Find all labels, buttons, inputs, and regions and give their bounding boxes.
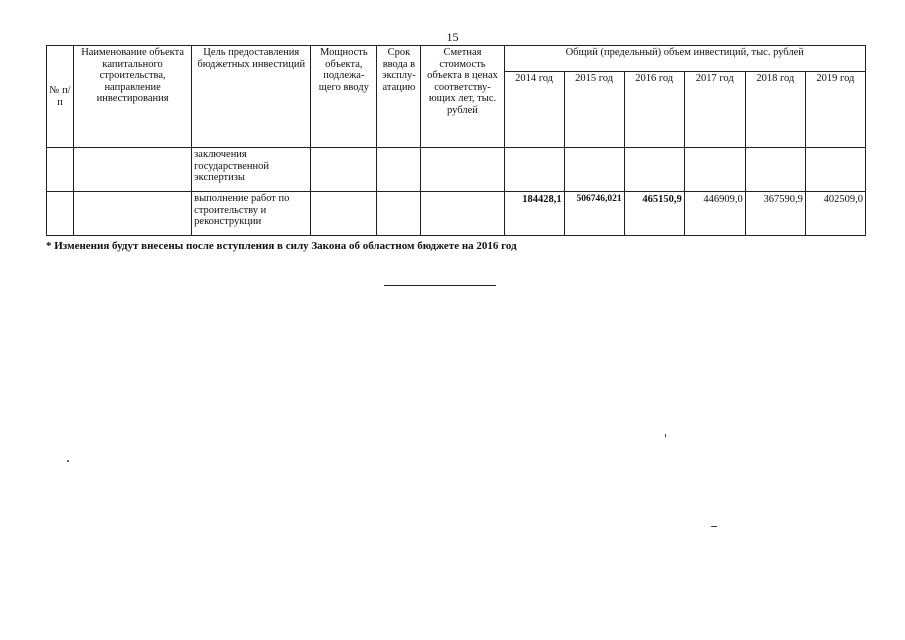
header-object-name: Наименование объекта капитального строительства, направление инвестирования [74,46,192,148]
cell-term [377,192,421,236]
investment-table [46,45,866,236]
header-number: № п/п [47,46,74,148]
header-term: Срок ввода в эксплу-атацию [377,46,421,148]
cell-value [805,148,865,192]
cell-value: 446909,0 [684,192,745,236]
scan-speck [67,460,69,462]
cell-value: 465150,9 [624,192,684,236]
cell-value [504,148,564,192]
cell-value: 184428,1 [504,192,564,236]
cell-value [624,148,684,192]
cell-value [745,148,805,192]
cell-value [564,148,624,192]
table-row [47,192,866,236]
header-year: 2014 год [504,72,564,148]
cell-object-name [74,192,192,236]
cell-number [47,192,74,236]
cell-value [684,148,745,192]
table-row [47,148,866,192]
header-year: 2017 год [684,72,745,148]
cell-capacity [311,148,377,192]
header-capacity: Мощность объекта, подлежа-щего вводу [311,46,377,148]
cell-purpose: выполнение работ по строительству и реконструкции [192,192,311,236]
cell-number [47,148,74,192]
scan-speck [711,526,717,527]
footer-divider [384,285,496,286]
header-purpose: Цель предоставления бюджетных инвестиций [192,46,311,148]
cell-purpose: заключения государственной экспертизы [192,148,311,192]
cell-object-name [74,148,192,192]
scan-speck [665,434,666,437]
header-year: 2019 год [805,72,865,148]
footnote: * Изменения будут внесены после вступления в силу Закона об областном бюджете на 2016 год [46,240,517,252]
cell-value: 367590,9 [745,192,805,236]
page-number: 15 [446,30,459,44]
cell-value: 506746,021 [564,192,624,236]
cell-capacity [311,192,377,236]
header-year: 2018 год [745,72,805,148]
header-year: 2016 год [624,72,684,148]
cell-cost [421,148,504,192]
cell-term [377,148,421,192]
cell-cost [421,192,504,236]
cell-value: 402509,0 [805,192,865,236]
header-estimated-cost: Сметная стоимость объекта в ценах соответству-ющих лет, тыс. рублей [421,46,504,148]
header-total-investment: Общий (предельный) объем инвестиций, тыс. рублей [504,46,865,72]
header-year: 2015 год [564,72,624,148]
